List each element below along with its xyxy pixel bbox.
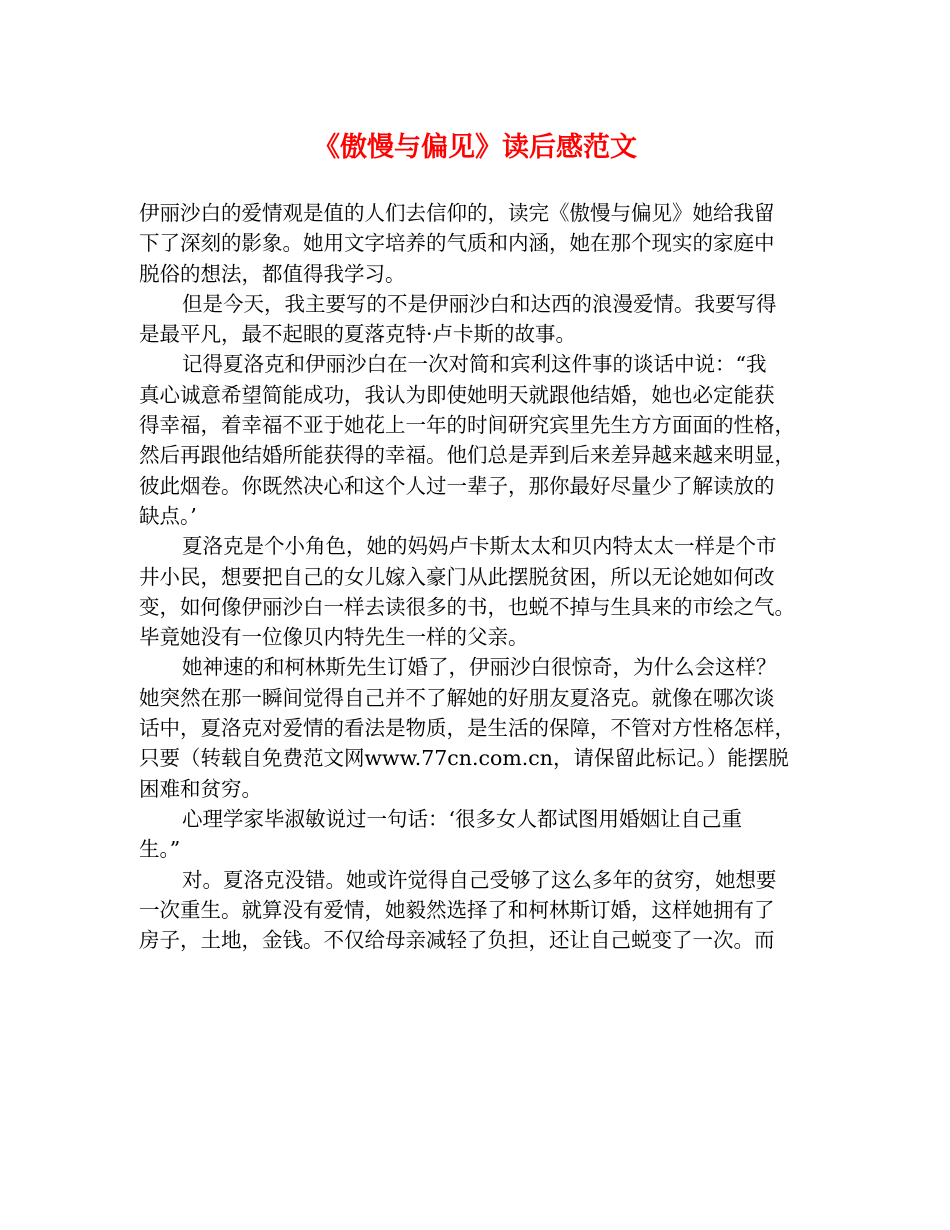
text-line: 一次重生。就算没有爱情，她毅然选择了和柯林斯订婚，这样她拥有了 <box>139 897 775 922</box>
text-line: 记得夏洛克和伊丽沙白在一次对简和宾利这件事的谈话中说：“我 <box>182 352 767 377</box>
text-line: 生。” <box>139 837 181 862</box>
text-line: 她神速的和柯林斯先生订婚了，伊丽沙白很惊奇，为什么会这样？ <box>182 655 777 680</box>
text-line: 下了深刻的影象。她用文字培养的气质和内涵，她在那个现实的家庭中 <box>139 231 775 256</box>
paragraph-3 <box>139 349 829 531</box>
text-line: 对。夏洛克没错。她或许觉得自己受够了这么多年的贫穷，她想要 <box>182 867 777 892</box>
text-line: 缺点。’ <box>139 503 197 528</box>
text-line: 但是今天，我主要写的不是伊丽沙白和达西的浪漫爱情。我要写得 <box>182 291 777 316</box>
text-line: 脱俗的想法，都值得我学习。 <box>139 261 406 286</box>
text-line: 变，如何像伊丽沙白一样去读很多的书，也蜕不掉与生具来的市绘之气。 <box>139 594 795 619</box>
paragraph-4 <box>139 531 829 652</box>
text-line: 话中，夏洛克对爱情的看法是物质，是生活的保障，不管对方性格怎样， <box>139 716 795 741</box>
text-line: 房子，土地，金钱。不仅给母亲减轻了负担，还让自己蜕变了一次。而 <box>139 928 775 953</box>
paragraph-7 <box>139 865 829 956</box>
text-line: 彼此烟卷。你既然决心和这个人过一辈子，那你最好尽量少了解读放的 <box>139 473 775 498</box>
text-line: 只要（转载自免费范文网www.77cn.com.cn，请保留此标记。）能摆脱 <box>139 746 789 771</box>
text-line: 她突然在那一瞬间觉得自己并不了解她的好朋友夏洛克。就像在哪次谈 <box>139 685 775 710</box>
paragraph-2 <box>139 289 829 350</box>
text-line: 是最平凡，最不起眼的夏落克特·卢卡斯的故事。 <box>139 322 577 347</box>
paragraph-1 <box>139 198 829 289</box>
text-line: 毕竟她没有一位像贝内特先生一样的父亲。 <box>139 625 529 650</box>
document-title: 《傲慢与偏见》读后感范文 <box>313 132 637 163</box>
text-line: 困难和贫穷。 <box>139 776 262 801</box>
paragraph-6 <box>139 804 829 865</box>
text-line: 心理学家毕淑敏说过一句话：‘很多女人都试图用婚姻让自己重 <box>182 806 743 831</box>
document-body <box>139 198 829 955</box>
text-line: 然后再跟他结婚所能获得的幸福。他们总是弄到后来差异越来越来明显， <box>139 443 795 468</box>
text-line: 夏洛克是个小角色，她的妈妈卢卡斯太太和贝内特太太一样是个市 <box>182 534 777 559</box>
text-line: 井小民，想要把自己的女儿嫁入豪门从此摆脱贫困，所以无论她如何改 <box>139 564 775 589</box>
text-line: 得幸福，着幸福不亚于她花上一年的时间研究宾里先生方方面面的性格， <box>139 413 795 438</box>
text-line: 伊丽沙白的爱情观是值的人们去信仰的，读完《傲慢与偏见》她给我留 <box>139 201 775 225</box>
paragraph-5 <box>139 652 829 803</box>
text-line: 真心诚意希望简能成功，我认为即使她明天就跟他结婚，她也必定能获 <box>139 382 775 407</box>
